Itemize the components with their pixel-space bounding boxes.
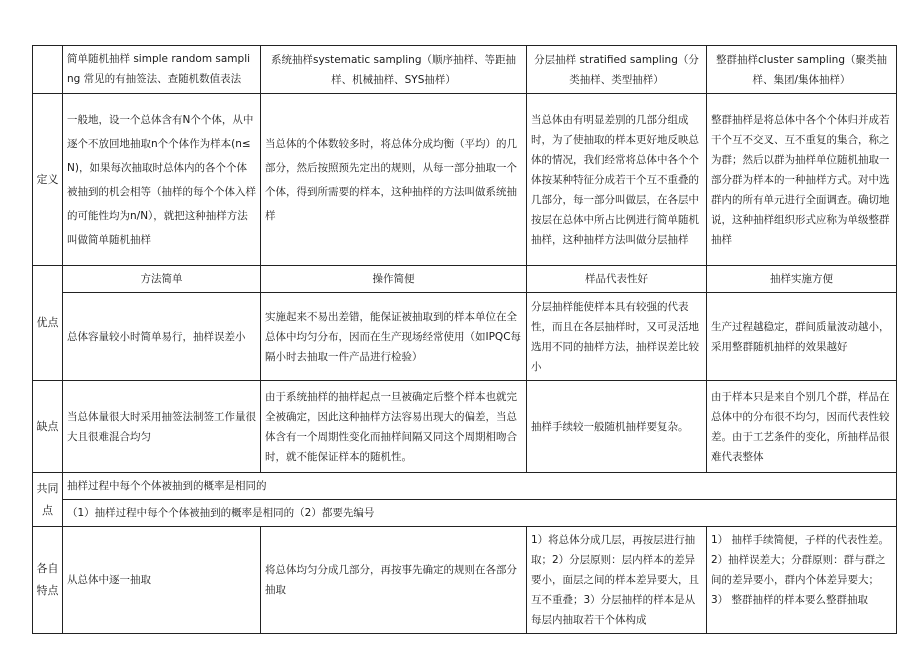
advantage-title-row [33, 266, 897, 293]
advantage-systematic: 实施起来不易出差错，能保证被抽取到的样本单位在全总体中均匀分布，因而在生产现场经常使用（如IPQC每隔小时去抽取一件产品进行检验） [261, 293, 527, 381]
advantage-label: 优点 [33, 266, 63, 381]
features-simple: 从总体中逐一抽取 [63, 527, 261, 634]
features-stratified: 1）将总体分成几层，再按层进行抽取；2）分层原则：层内样本的差异要小，面层之间的样本差异要大，且互不重叠；3）分层抽样的样本是从每层内抽取若干个体构成 [527, 527, 707, 634]
advantage-title-cluster: 抽样实施方便 [707, 266, 897, 293]
disadvantage-label: 缺点 [33, 381, 63, 473]
header-stratified: 分层抽样 stratified sampling（分类抽样、类型抽样） [527, 46, 707, 94]
common-row-2 [33, 500, 897, 527]
definition-simple: 一般地，设一个总体含有N个个体，从中逐个不放回地抽取n个个体作为样本(n≤N)，如果每次抽取时总体内的各个个体被抽到的机会相等（抽样的每个个体入样的可能性均为n/N），就把这种抽样方法叫做简单随机抽样 [63, 94, 261, 266]
advantage-simple: 总体容量较小时简单易行，抽样误差小 [63, 293, 261, 381]
sampling-comparison-table [32, 45, 897, 634]
disadvantage-systematic: 由于系统抽样的抽样起点一旦被确定后整个样本也就完全被确定，因此这种抽样方法容易出现大的偏差，当总体含有一个周期性变化而抽样间隔又同这个周期相吻合时，就不能保证样本的随机性。 [261, 381, 527, 473]
corner-cell [33, 46, 63, 94]
disadvantage-cluster: 由于样本只是来自个别几个群，样品在总体中的分布很不均匀，因而代表性较差。由于工艺条件的变化，所抽样品很难代表整体 [707, 381, 897, 473]
features-row [33, 527, 897, 634]
definition-row [33, 94, 897, 266]
common-row-1 [33, 473, 897, 500]
definition-label: 定义 [33, 94, 63, 266]
common-line-1: 抽样过程中每个个体被抽到的概率是相同的 [63, 473, 897, 500]
definition-systematic: 当总体的个体数较多时，将总体分成均衡（平均）的几部分，然后按照预先定出的规则，从每一部分抽取一个个体，得到所需要的样本，这种抽样的方法叫做系统抽样 [261, 94, 527, 266]
definition-stratified: 当总体由有明显差别的几部分组成时，为了使抽取的样本更好地反映总体的情况，我们经常将总体中各个个体按某种特征分成若干个互不重叠的几部分，每一部分叫做层，在各层中按层在总体中所占比例进行简单随机抽样，这种抽样方法叫做分层抽样 [527, 94, 707, 266]
disadvantage-simple: 当总体量很大时采用抽签法制签工作量很大且很难混合均匀 [63, 381, 261, 473]
advantage-title-simple: 方法简单 [63, 266, 261, 293]
comparison-sheet [32, 45, 897, 634]
common-line-2: （1）抽样过程中每个个体被抽到的概率是相同的（2）都要先编号 [63, 500, 897, 527]
definition-cluster: 整群抽样是将总体中各个个体归并成若干个互不交叉、互不重复的集合，称之为群；然后以群为抽样单位随机抽取一部分群为样本的一种抽样方式。对中选群内的所有单元进行全面调查。确切地说，这种抽样组织形式应称为单级整群抽样 [707, 94, 897, 266]
features-label: 各自特点 [33, 527, 63, 634]
advantage-title-stratified: 样品代表性好 [527, 266, 707, 293]
disadvantage-row [33, 381, 897, 473]
header-cluster: 整群抽样cluster sampling（聚类抽样、集团/集体抽样） [707, 46, 897, 94]
advantage-cluster: 生产过程越稳定，群间质量波动越小，采用整群随机抽样的效果越好 [707, 293, 897, 381]
header-row [33, 46, 897, 94]
disadvantage-stratified: 抽样手续较一般随机抽样要复杂。 [527, 381, 707, 473]
features-systematic: 将总体均匀分成几部分，再按事先确定的规则在各部分抽取 [261, 527, 527, 634]
advantage-stratified: 分层抽样能使样本具有较强的代表性，而且在各层抽样时，又可灵活地选用不同的抽样方法，抽样误差比较小 [527, 293, 707, 381]
features-cluster: 1） 抽样手续简便，子样的代表性差。2）抽样误差大；分群原则：群与群之间的差异要小，群内个体差异要大；3） 整群抽样的样本要么整群抽取 [707, 527, 897, 634]
common-label: 共同点 [33, 473, 63, 527]
advantage-title-systematic: 操作简便 [261, 266, 527, 293]
header-systematic: 系统抽样systematic sampling（顺序抽样、等距抽样、机械抽样、SYS抽样） [261, 46, 527, 94]
header-simple: 简单随机抽样 simple random sampling 常见的有抽签法、查随机数值表法 [63, 46, 261, 94]
advantage-row [33, 293, 897, 381]
